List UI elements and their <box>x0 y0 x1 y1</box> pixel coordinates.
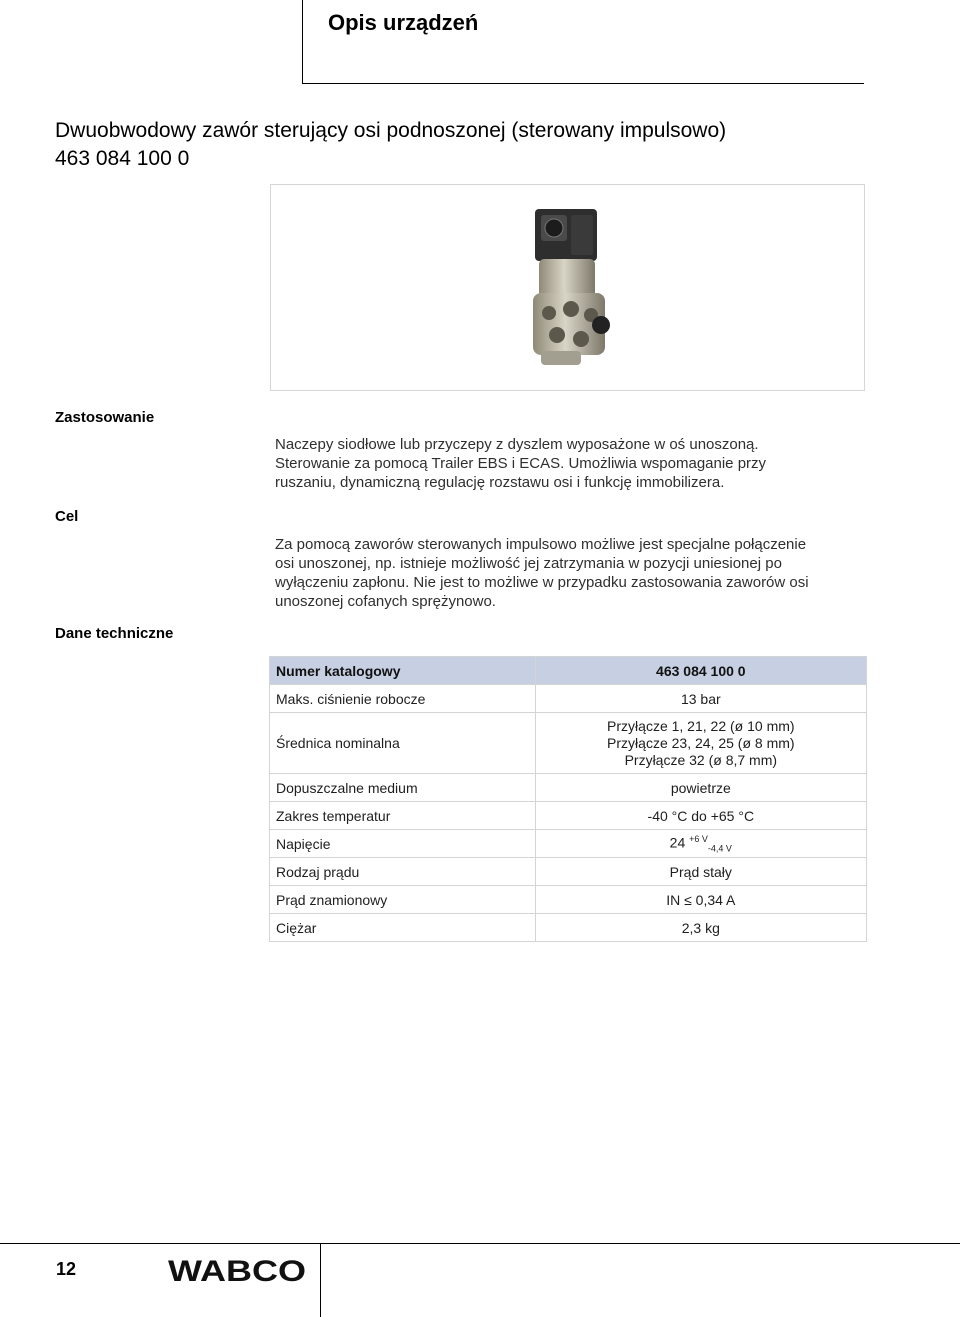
header-divider-horizontal <box>302 83 864 84</box>
text-line: osi unoszonej, np. istnieje możliwość jej zatrzymania w pozycji uniesionej po <box>275 555 782 572</box>
row-value: powietrze <box>535 774 866 802</box>
row-label: Ciężar <box>270 914 536 942</box>
text-line: Naczepy siodłowe lub przyczepy z dyszlem wyposażone w oś unoszoną. <box>275 436 759 453</box>
application-text <box>275 435 766 492</box>
table-row <box>270 858 867 886</box>
row-label: Rodzaj prądu <box>270 858 536 886</box>
technical-data-label: Dane techniczne <box>55 625 174 642</box>
wabco-logo-text: WABCO <box>168 1256 306 1284</box>
header-divider-vertical <box>302 0 303 83</box>
table-row <box>270 830 867 858</box>
table-row <box>270 713 867 774</box>
purpose-text <box>275 535 809 611</box>
row-value: 2,3 kg <box>535 914 866 942</box>
footer-divider-horizontal <box>0 1243 960 1244</box>
row-label: Dopuszczalne medium <box>270 774 536 802</box>
application-label: Zastosowanie <box>55 409 155 426</box>
text-line: ruszaniu, dynamiczną regulację rozstawu osi i funkcję immobilizera. <box>275 474 725 491</box>
footer-divider-vertical <box>320 1243 321 1317</box>
table-header-row <box>270 657 867 685</box>
document-title-line2: 463 084 100 0 <box>55 147 190 170</box>
value-line: Przyłącze 32 (ø 8,7 mm) <box>624 751 778 768</box>
row-label: Średnica nominalna <box>270 713 536 774</box>
document-title <box>55 117 726 173</box>
table-header-value: 463 084 100 0 <box>535 657 866 685</box>
document-title-line1: Dwuobwodowy zawór sterujący osi podnoszonej (sterowany impulsowo) <box>55 119 727 142</box>
table-row <box>270 774 867 802</box>
value-line: Przyłącze 1, 21, 22 (ø 10 mm) <box>607 717 795 734</box>
wabco-logo <box>168 1256 308 1289</box>
row-value: 13 bar <box>535 685 866 713</box>
row-value: IN ≤ 0,34 A <box>535 886 866 914</box>
text-line: Za pomocą zaworów sterowanych impulsowo możliwe jest specjalne połączenie <box>275 536 807 553</box>
text-line: Sterowanie za pomocą Trailer EBS i ECAS. Umożliwia wspomaganie przy <box>275 455 767 472</box>
row-label: Prąd znamionowy <box>270 886 536 914</box>
voltage-base: 24 <box>669 834 690 851</box>
table-row <box>270 802 867 830</box>
row-value: Prąd stały <box>535 858 866 886</box>
wabco-logo-mark <box>168 1256 308 1284</box>
section-title: Opis urządzeń <box>328 10 479 35</box>
technical-data-table <box>269 656 867 942</box>
purpose-label: Cel <box>55 508 79 525</box>
row-value: -40 °C do +65 °C <box>535 802 866 830</box>
text-line: unoszonej cofanych sprężynowo. <box>275 593 496 610</box>
row-value <box>535 830 866 858</box>
row-label: Maks. ciśnienie robocze <box>270 685 536 713</box>
valve-product-image <box>271 185 864 390</box>
value-line: Przyłącze 23, 24, 25 (ø 8 mm) <box>607 734 795 751</box>
table-header-label: Numer katalogowy <box>270 657 536 685</box>
table-row <box>270 886 867 914</box>
voltage-tolerance-minus: -4,4 V <box>707 843 732 854</box>
row-label: Zakres temperatur <box>270 802 536 830</box>
text-line: wyłączeniu zapłonu. Nie jest to możliwe w przypadku zastosowania zaworów osi <box>275 574 809 591</box>
product-image-frame <box>270 184 865 391</box>
table-row <box>270 685 867 713</box>
row-label: Napięcie <box>270 830 536 858</box>
row-value <box>535 713 866 774</box>
table-row <box>270 914 867 942</box>
page-number: 12 <box>56 1259 77 1279</box>
voltage-tolerance-plus: +6 V <box>689 833 708 844</box>
